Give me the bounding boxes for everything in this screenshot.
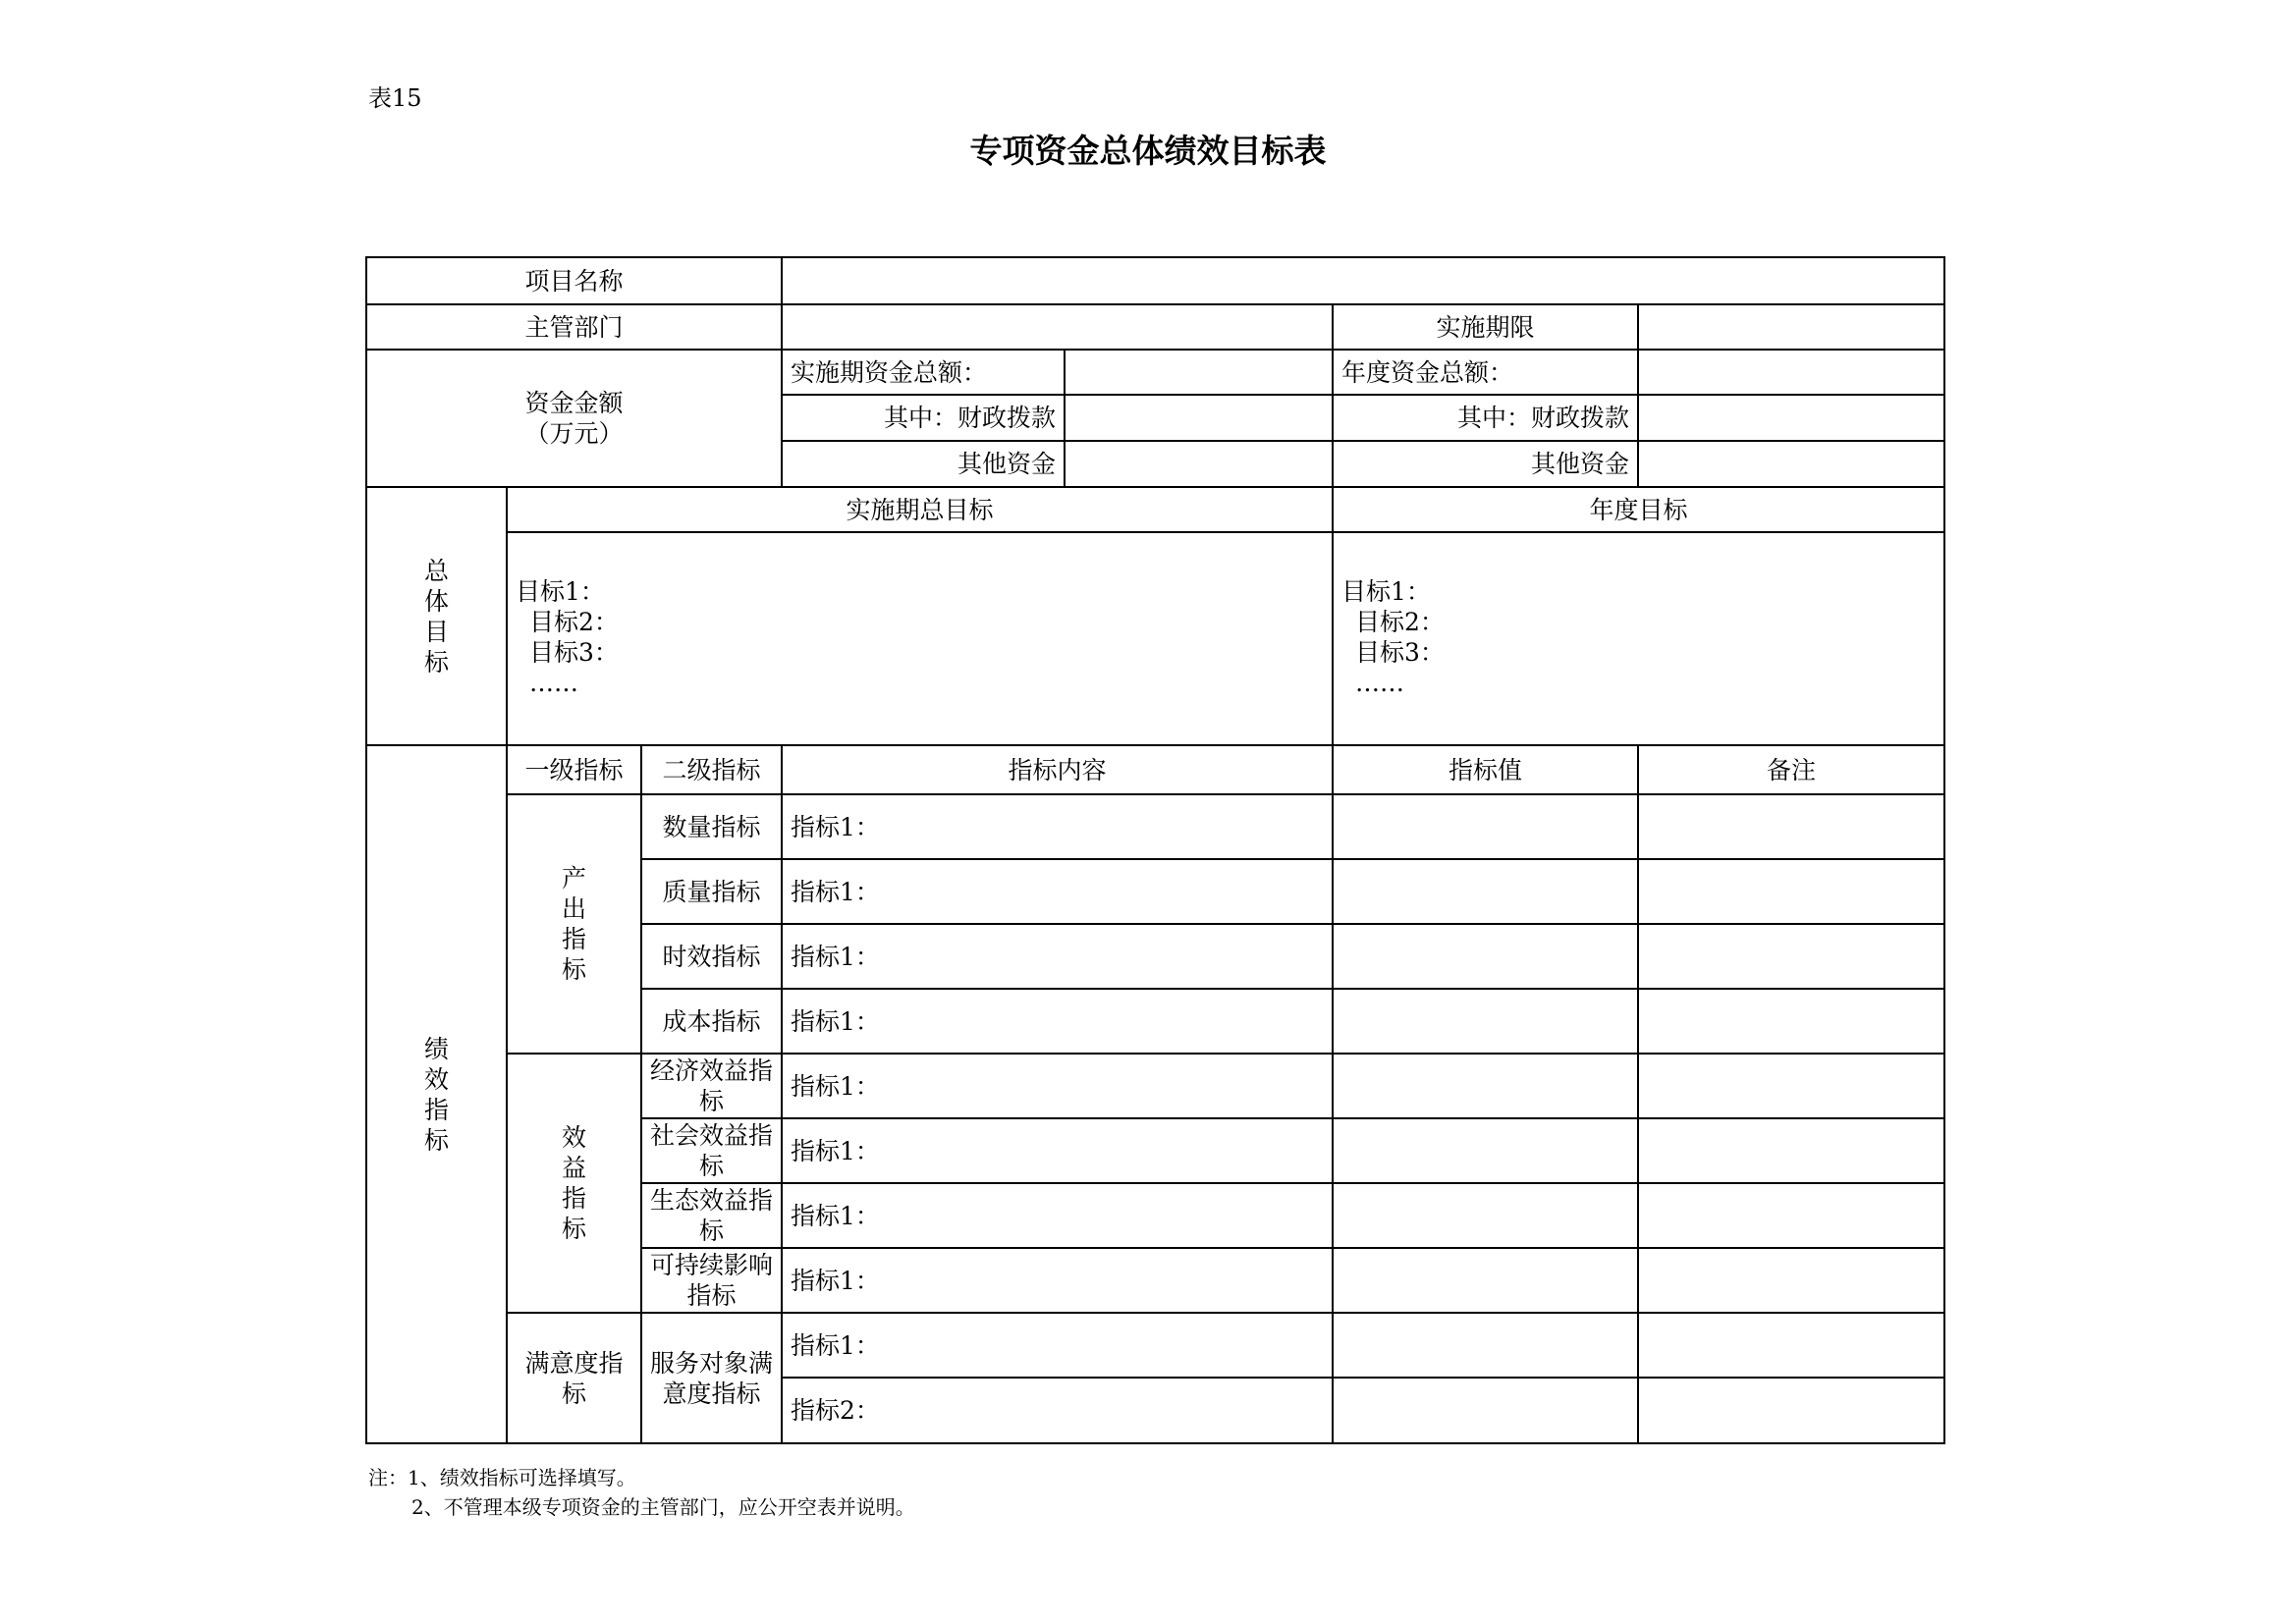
indicator-value[interactable]	[1333, 1118, 1638, 1183]
indicator-cell[interactable]: 指标1：	[782, 1118, 1333, 1183]
indicator-value[interactable]	[1333, 1313, 1638, 1378]
benefit-item: 生态效益指标	[641, 1183, 782, 1248]
indicator-cell[interactable]: 指标1：	[782, 1054, 1333, 1118]
goal-line: ……	[1355, 669, 1405, 697]
annual-other-label: 其他资金	[1333, 441, 1638, 487]
indicator-remark[interactable]	[1638, 924, 1944, 989]
project-name-value[interactable]	[782, 257, 1944, 304]
period-fiscal-value[interactable]	[1065, 395, 1333, 441]
goal-line: 目标2：	[529, 608, 619, 636]
output-label: 产出指标	[507, 794, 641, 1054]
dept-label: 主管部门	[366, 304, 782, 350]
indicator-remark[interactable]	[1638, 1183, 1944, 1248]
goal-line: 目标2：	[1355, 608, 1445, 636]
indicator-cell[interactable]: 指标1：	[782, 859, 1333, 924]
indicator-cell[interactable]: 指标2：	[782, 1378, 1333, 1443]
funds-unit-text: （万元）	[524, 419, 624, 448]
indicator-value[interactable]	[1333, 1378, 1638, 1443]
period-goal-content[interactable]	[507, 532, 1333, 745]
col-level2: 二级指标	[641, 745, 782, 794]
period-other-label: 其他资金	[782, 441, 1065, 487]
indicator-value[interactable]	[1333, 924, 1638, 989]
period-total-value[interactable]	[1065, 350, 1333, 395]
col-remark: 备注	[1638, 745, 1944, 794]
overall-goal-label: 总体目标	[366, 487, 507, 745]
dept-value[interactable]	[782, 304, 1333, 350]
table-number: 表15	[368, 84, 422, 112]
satisfaction-label: 满意度指标	[507, 1313, 641, 1443]
indicator-remark[interactable]	[1638, 1248, 1944, 1313]
output-item: 质量指标	[641, 859, 782, 924]
goal-line: ……	[529, 669, 578, 697]
indicator-remark[interactable]	[1638, 1378, 1944, 1443]
col-value: 指标值	[1333, 745, 1638, 794]
indicator-value[interactable]	[1333, 794, 1638, 859]
funds-label-text: 资金金额	[524, 389, 624, 417]
indicator-cell[interactable]: 指标1：	[782, 1313, 1333, 1378]
output-item: 数量指标	[641, 794, 782, 859]
period-label: 实施期限	[1333, 304, 1638, 350]
annual-total-label: 年度资金总额：	[1333, 350, 1638, 395]
footnotes	[368, 1463, 915, 1522]
goal-line: 目标3：	[529, 638, 619, 667]
benefit-item: 可持续影响指标	[641, 1248, 782, 1313]
note-1: 注：1、绩效指标可选择填写。	[368, 1466, 636, 1489]
annual-goal-content[interactable]	[1333, 532, 1944, 745]
period-other-value[interactable]	[1065, 441, 1333, 487]
goal-line: 目标1：	[516, 577, 605, 606]
benefit-item: 经济效益指标	[641, 1054, 782, 1118]
indicator-remark[interactable]	[1638, 1054, 1944, 1118]
goal-line: 目标1：	[1341, 577, 1431, 606]
indicator-cell[interactable]: 指标1：	[782, 989, 1333, 1054]
indicator-value[interactable]	[1333, 1183, 1638, 1248]
page-title: 专项资金总体绩效目标表	[969, 132, 1327, 170]
satisfaction-item: 服务对象满意度指标	[641, 1313, 782, 1443]
annual-goal-header: 年度目标	[1333, 487, 1944, 532]
indicator-cell[interactable]: 指标1：	[782, 1183, 1333, 1248]
performance-target-table	[365, 256, 1945, 1444]
indicator-remark[interactable]	[1638, 1313, 1944, 1378]
indicator-remark[interactable]	[1638, 989, 1944, 1054]
period-goal-header: 实施期总目标	[507, 487, 1333, 532]
annual-other-value[interactable]	[1638, 441, 1944, 487]
annual-fiscal-value[interactable]	[1638, 395, 1944, 441]
indicator-cell[interactable]: 指标1：	[782, 1248, 1333, 1313]
perf-label: 绩效指标	[366, 745, 507, 1443]
indicator-cell[interactable]: 指标1：	[782, 924, 1333, 989]
indicator-value[interactable]	[1333, 1248, 1638, 1313]
benefit-label: 效益指标	[507, 1054, 641, 1313]
indicator-cell[interactable]: 指标1：	[782, 794, 1333, 859]
period-total-label: 实施期资金总额：	[782, 350, 1065, 395]
period-value[interactable]	[1638, 304, 1944, 350]
indicator-value[interactable]	[1333, 1054, 1638, 1118]
col-level1: 一级指标	[507, 745, 641, 794]
annual-total-value[interactable]	[1638, 350, 1944, 395]
funds-label	[366, 350, 782, 487]
benefit-item: 社会效益指标	[641, 1118, 782, 1183]
project-name-label: 项目名称	[366, 257, 782, 304]
indicator-value[interactable]	[1333, 989, 1638, 1054]
output-item: 成本指标	[641, 989, 782, 1054]
annual-fiscal-label: 其中：财政拨款	[1333, 395, 1638, 441]
indicator-remark[interactable]	[1638, 1118, 1944, 1183]
goal-line: 目标3：	[1355, 638, 1445, 667]
indicator-remark[interactable]	[1638, 859, 1944, 924]
indicator-remark[interactable]	[1638, 794, 1944, 859]
col-content: 指标内容	[782, 745, 1333, 794]
output-item: 时效指标	[641, 924, 782, 989]
period-fiscal-label: 其中：财政拨款	[782, 395, 1065, 441]
note-2: 2、不管理本级专项资金的主管部门，应公开空表并说明。	[411, 1495, 915, 1519]
indicator-value[interactable]	[1333, 859, 1638, 924]
